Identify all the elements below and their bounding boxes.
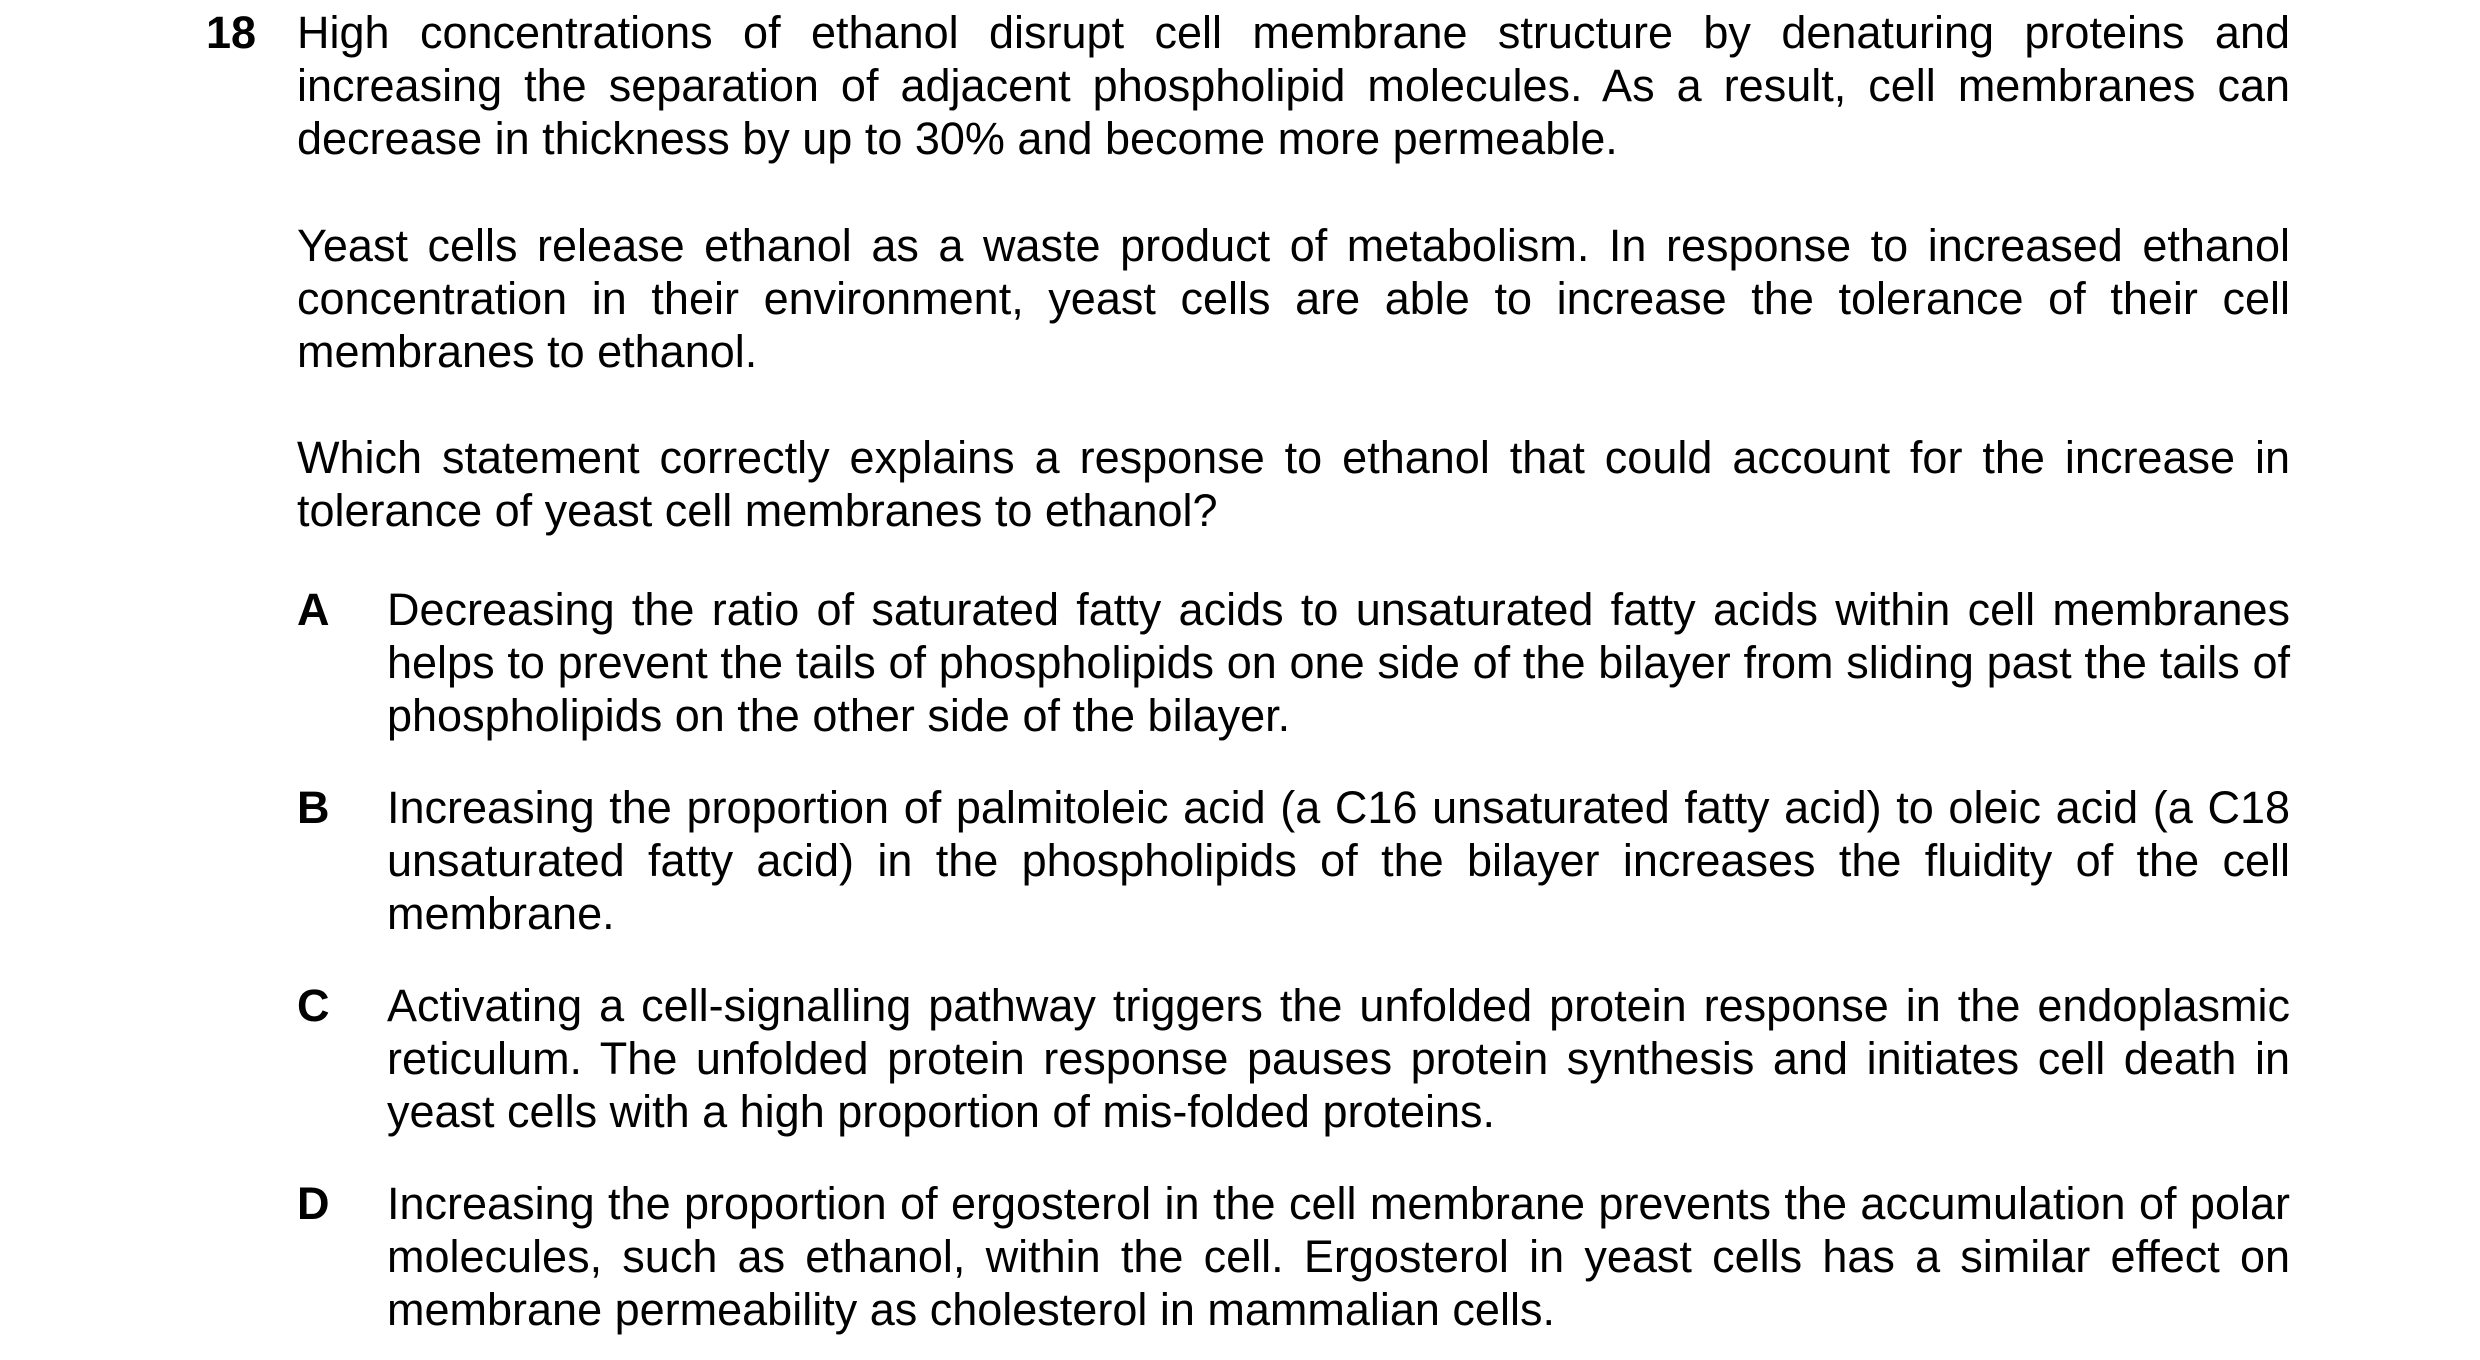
option-text: Activating a cell-signalling pathway triggers the unfolded protein response in the endoplasmic reticulum. The unfolded protein response pauses protein synthesis and initiates cell death in yeast cells with a high proportion of mis-folded proteins. [387, 980, 2290, 1137]
option-text: Decreasing the ratio of saturated fatty acids to unsaturated fatty acids within cell membranes helps to prevent the tails of phospholipids on one side of the bilayer from sliding past the tails of phospholipids on the other side of the bilayer. [387, 584, 2290, 741]
stem-paragraph-2: Yeast cells release ethanol as a waste product of metabolism. In response to increased ethanol concentration in their environment, yeast cells are able to increase the tolerance of their cell membranes to ethanol. [297, 220, 2290, 377]
stem-paragraph-1: High concentrations of ethanol disrupt cell membrane structure by denaturing proteins and increasing the separation of adjacent phospholipid molecules. As a result, cell membranes can decrease in thickness by up to 30% and become more permeable. [297, 7, 2290, 164]
option-letter: D [297, 1178, 330, 1229]
option-text: Increasing the proportion of palmitoleic acid (a C16 unsaturated fatty acid) to oleic acid (a C18 unsaturated fatty acid) in the phospholipids of the bilayer increases the fluidity of the cell membrane. [387, 782, 2290, 939]
option-letter: A [297, 584, 330, 635]
option-letter: C [297, 980, 330, 1031]
option-letter: B [297, 782, 330, 833]
question-number: 18 [206, 7, 257, 58]
option-text: Increasing the proportion of ergosterol in the cell membrane prevents the accumulation of polar molecules, such as ethanol, within the cell. Ergosterol in yeast cells has a similar effect on membrane permeability as cholesterol in mammalian cells. [387, 1178, 2290, 1335]
question-prompt: Which statement correctly explains a response to ethanol that could account for the increase in tolerance of yeast cell membranes to ethanol? [297, 432, 2290, 536]
